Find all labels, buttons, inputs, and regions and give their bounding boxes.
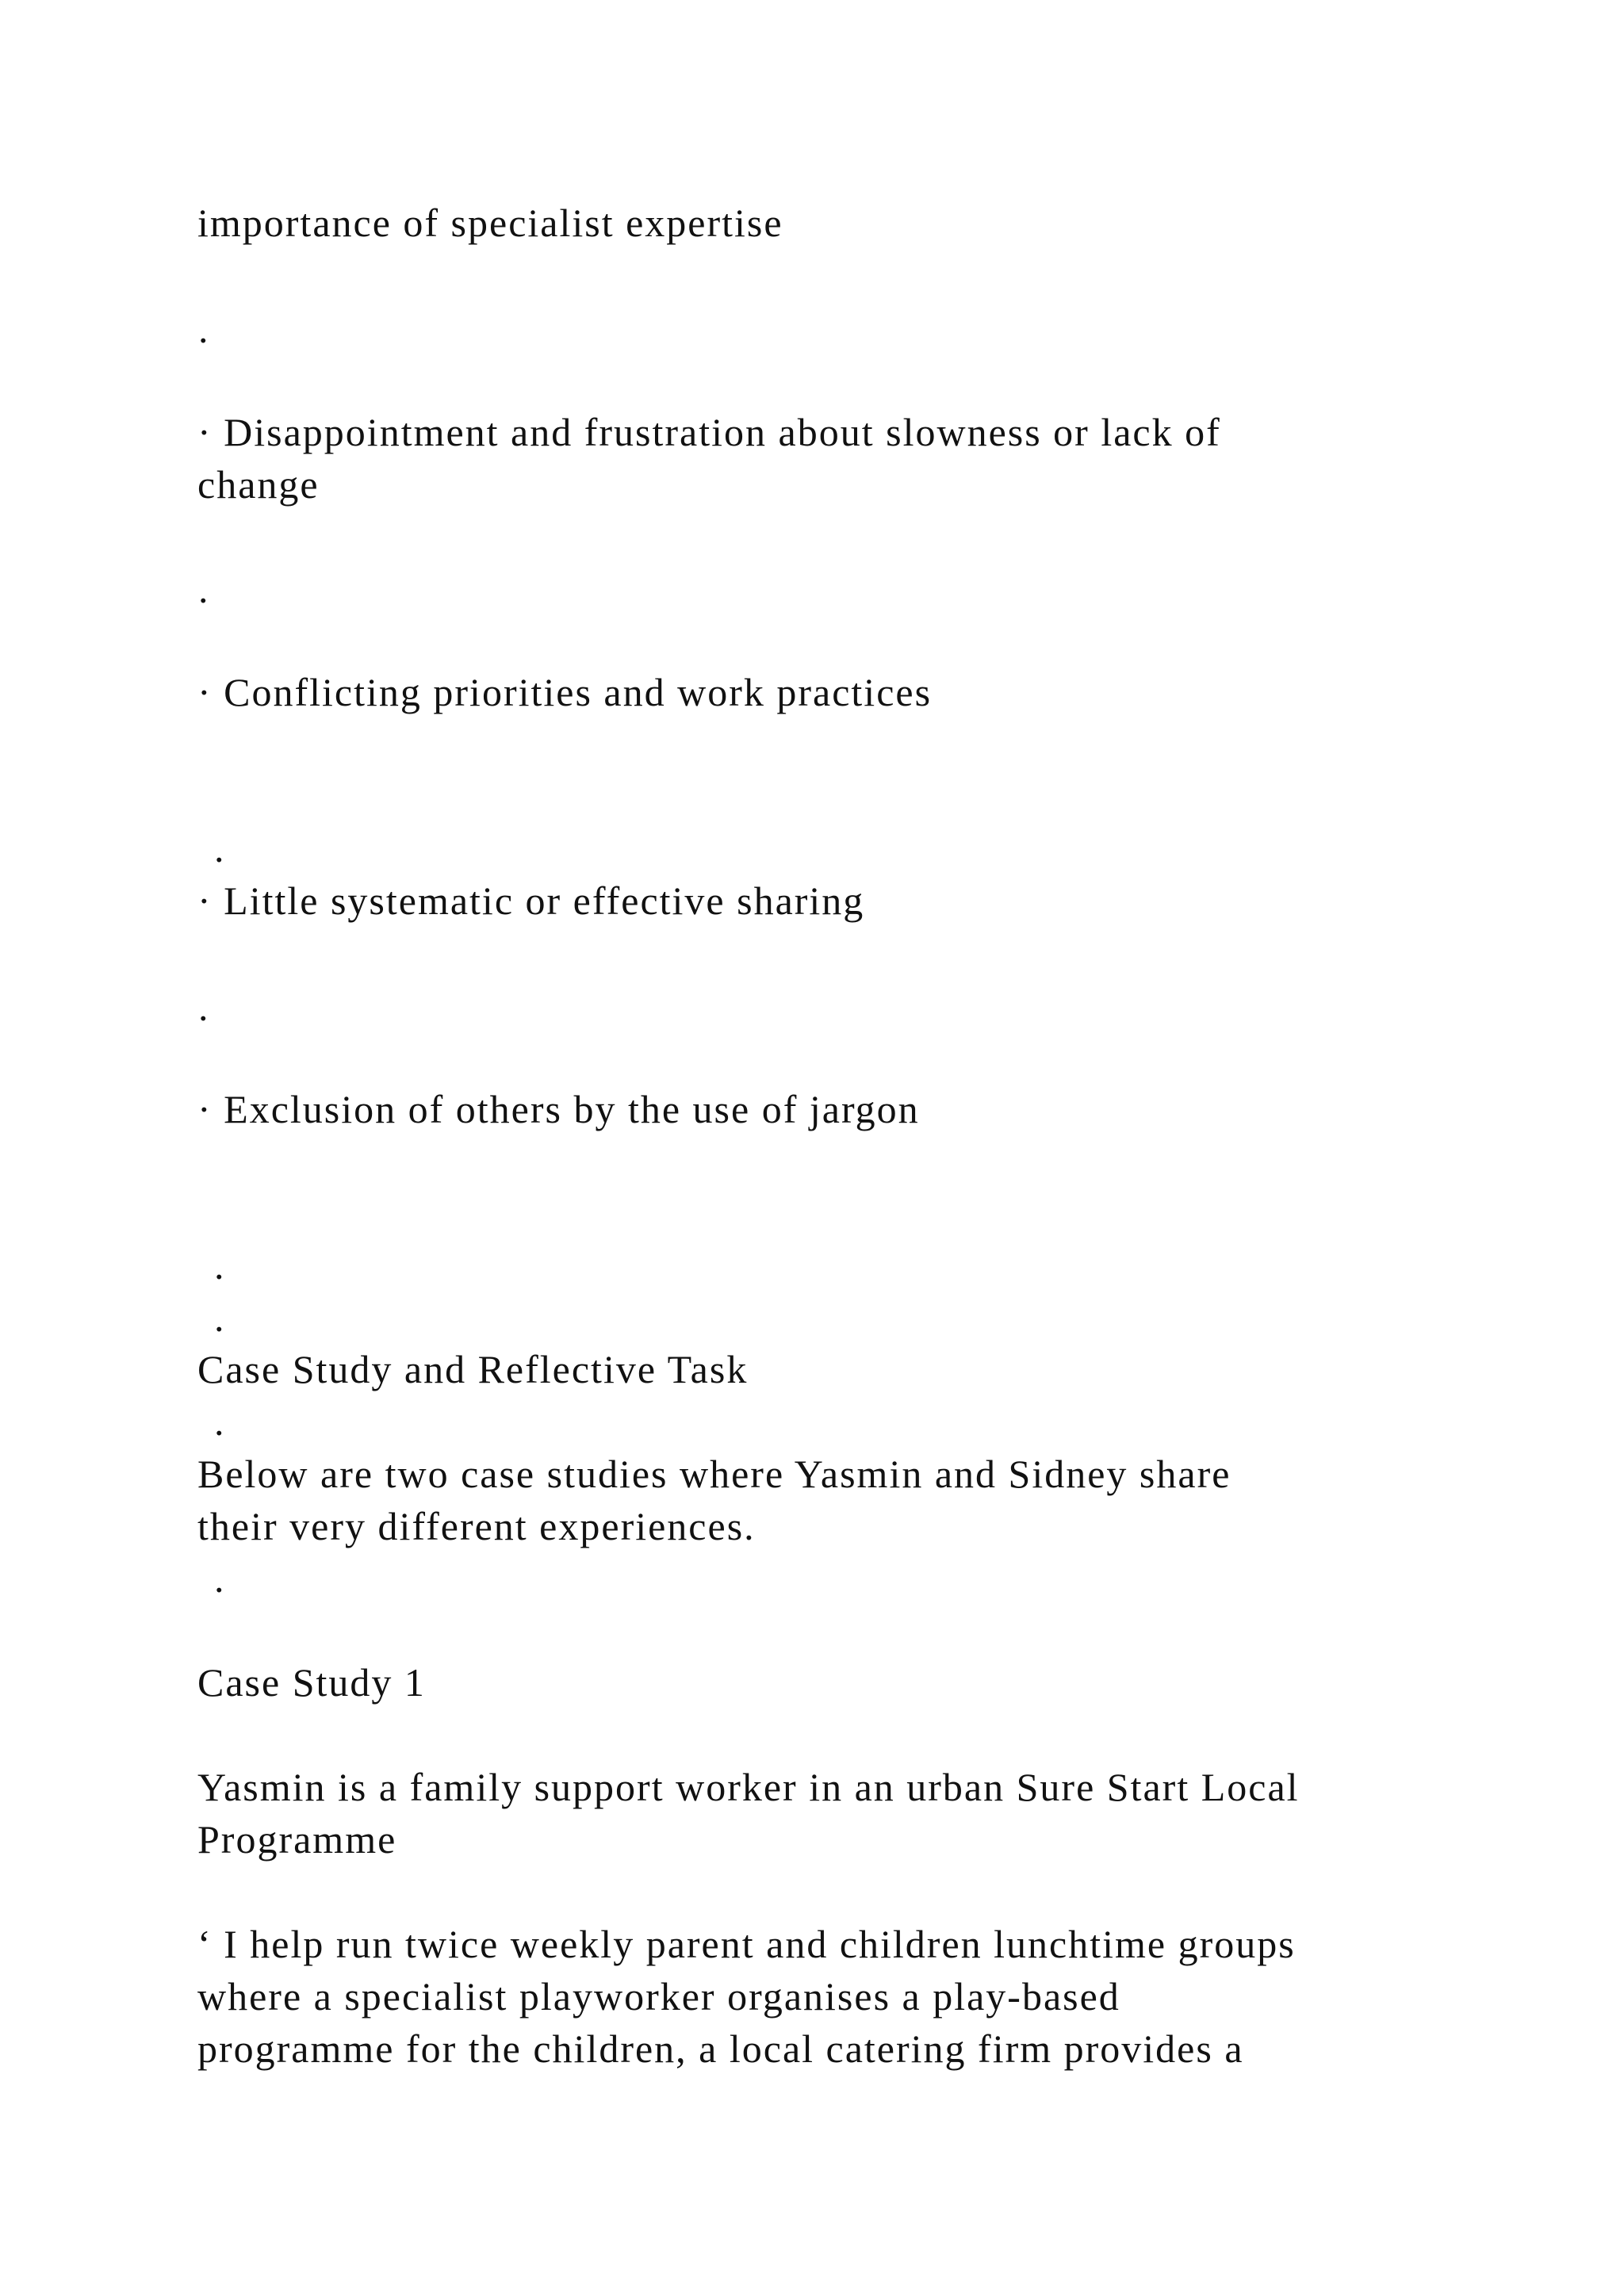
text-line: programme for the children, a local catering firm provides a	[197, 2026, 1244, 2071]
separator-dot: .	[198, 985, 209, 1029]
text-line: change	[197, 462, 320, 507]
bullet-item-exclusion: · Exclusion of others by the use of jargon	[197, 1087, 920, 1131]
text-line: ‘ I help run twice weekly parent and children lunchtime groups	[197, 1922, 1296, 1966]
bullet-item-conflicting-priorities: · Conflicting priorities and work practices	[197, 670, 933, 714]
case-study-heading: Case Study 1	[197, 1660, 426, 1705]
separator-dot: .	[214, 1295, 224, 1340]
text-line: Programme	[197, 1817, 397, 1862]
separator-dot: .	[198, 567, 209, 611]
text-line: importance of specialist expertise	[197, 201, 783, 245]
separator-dot: .	[214, 1556, 224, 1601]
separator-dot: .	[214, 1399, 224, 1444]
section-heading: Case Study and Reflective Task	[197, 1347, 749, 1391]
text-line: where a specialist playworker organises a play-based	[197, 1974, 1120, 2019]
text-line: Below are two case studies where Yasmin and Sidney share	[197, 1452, 1231, 1496]
separator-dot: .	[214, 1243, 224, 1288]
separator-dot: .	[198, 307, 209, 351]
text-line: Yasmin is a family support worker in an urban Sure Start Local	[197, 1765, 1300, 1809]
bullet-item-disappointment: · Disappointment and frustration about slowness or lack of	[197, 410, 1221, 454]
bullet-item-little-sharing: · Little systematic or effective sharing	[197, 878, 865, 923]
separator-dot: .	[214, 826, 224, 871]
text-line: their very different experiences.	[197, 1504, 756, 1548]
